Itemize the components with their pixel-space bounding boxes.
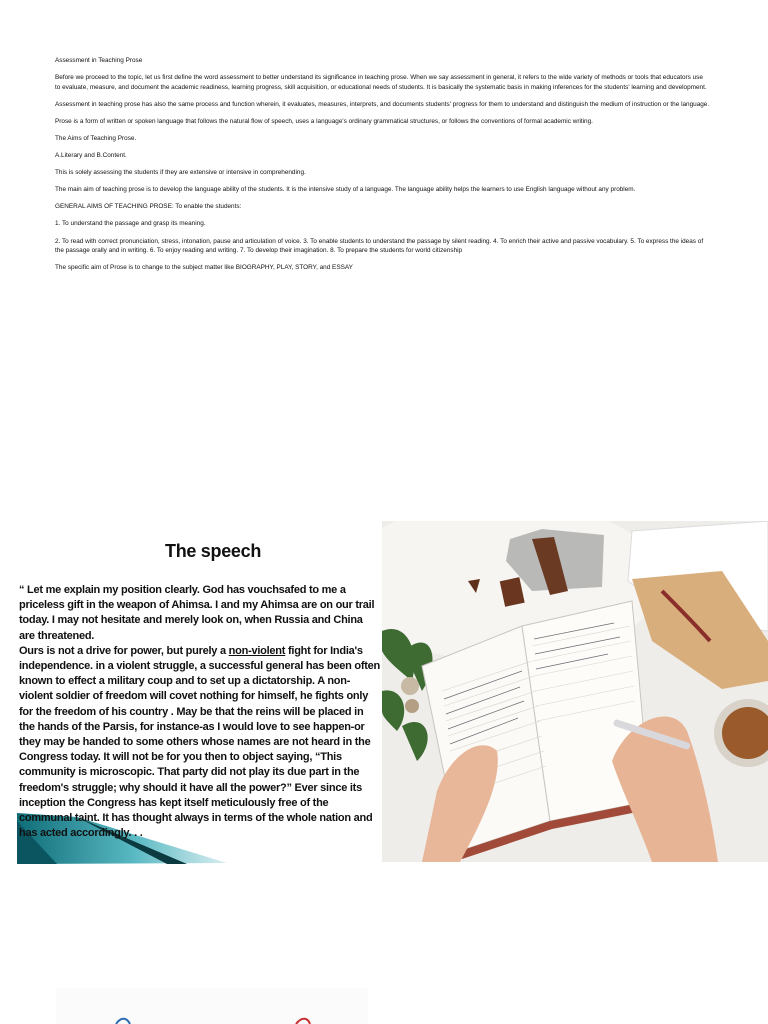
speech-paragraph-1: “ Let me explain my position clearly. God has vouchsafed to me a priceless gift in the weapon of Ahimsa. I and my Ahimsa are on our trail today. I may not hesitate and merely look on, when Russia and China are threatened. (19, 584, 375, 642)
doc-title: Assessment in Teaching Prose (55, 57, 143, 64)
doc-paragraph-7: The main aim of teaching prose is to develop the language ability of the students. It is the intensive study of a language. The language ability helps the learners to use English language without any problem. (55, 186, 636, 194)
speech-paragraph-2: Ours is not a drive for power, but purely a non-violent fight for India's independence. in a violent struggle, a successful general has been often known to effect a military coup and to set up a dictatorship. A non-violent soldier of freedom will covet nothing for himself, he fights only for the freedom of his country . May be that the reins will be placed in the hands of the Parsis, for instance-as I would love to see happen-or they may be handed to some others whose names are not heard in the Congress today. It will not be for you then to object saying, “This community is microscopic. That party did not play its due part in the freedom's struggle; why should it have all the power?” Ever since its inception the Congress has kept itself meticulously free of the communal taint. It has thought always in terms of the whole nation and has acted accordingly. . . (19, 644, 380, 840)
doc-paragraph-10: 2. To read with correct pronunciation, stress, intonation, pause and articulation of voice. 3. To enable students to understand the passage by silent reading. 4. To enrich their active and passive vocabulary. 5. To express the ideas of the passage orally and in writing. 6. To enjoy reading and writing. 7. To develop their imagination. 8. To prepare the students for world citizenship (55, 237, 704, 255)
doc-paragraph-5: A.Literary and B.Content. (55, 152, 127, 160)
doc-aims-heading: The Aims of Teaching Prose. (55, 134, 137, 142)
doc-paragraph-3: Prose is a form of written or spoken language that follows the natural flow of speech, uses a language's ordinary grammatical structures, or follows the conventions of formal academic writing. (55, 117, 593, 125)
doc-paragraph-6: This is solely assessing the students if they are extensive or intensive in comprehending. (55, 169, 306, 177)
doc-paragraph-2: Assessment in teaching prose has also the same process and function wherein, it evaluates, measures, interprets, and documents students' progress for them to understand and distinguish the medium of instruction or the language. (55, 100, 710, 108)
speech-body (19, 583, 380, 841)
doc-paragraph-9: 1. To understand the passage and grasp its meaning. (55, 220, 206, 228)
doc-paragraph-11: The specific aim of Prose is to change to the subject matter like BIOGRAPHY, PLAY, STORY, and ESSAY (55, 264, 353, 272)
photo-notebook-writing (382, 521, 768, 862)
speech-slide (17, 521, 380, 864)
doc-paragraph-1: Before we proceed to the topic, let us first define the word assessment to better understand its significance in teaching prose. When we say assessment in general, it refers to the wide variety of methods or tools that educators use to evaluate, measure, and document the academic readiness, learning progress, skill acquisition, or educational needs of students. It is basically the systematic basis in making inferences for the students' learning and development. (55, 74, 707, 91)
decorative-image-partial (56, 988, 368, 1024)
underlined-word: non-violent (228, 644, 286, 657)
doc-general-aims-heading: GENERAL AIMS OF TEACHING PROSE: To enable the students: (55, 203, 242, 211)
document-text (55, 56, 710, 280)
speech-title: The speech (165, 541, 262, 561)
